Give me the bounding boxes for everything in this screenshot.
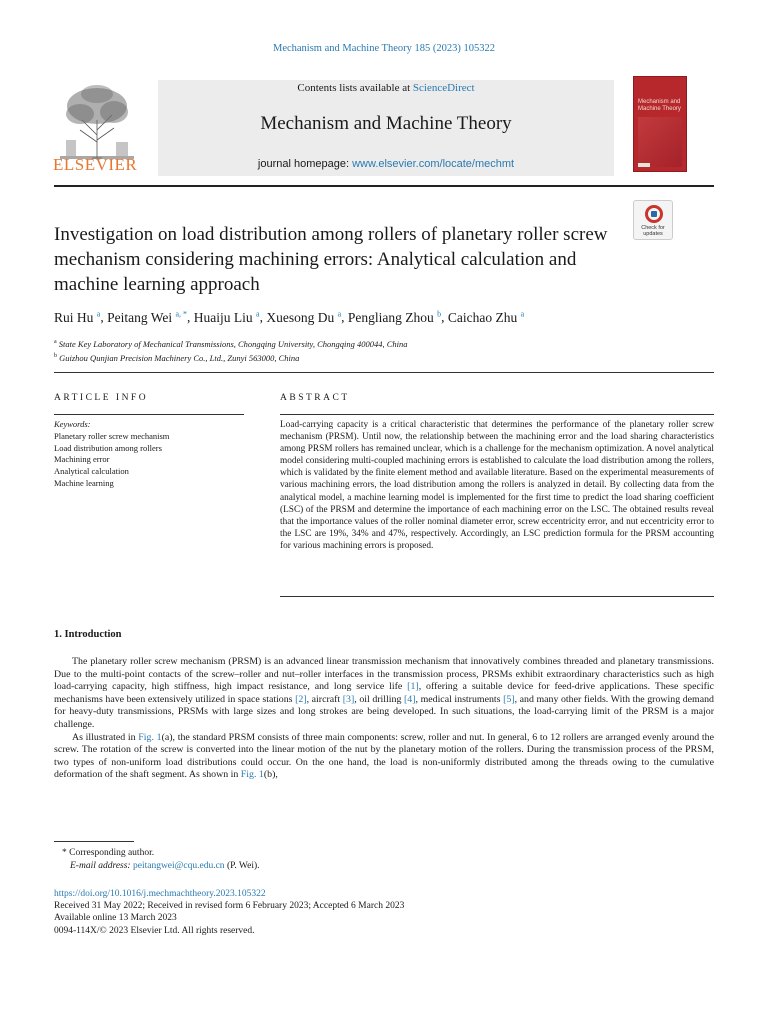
header-divider <box>54 185 714 187</box>
abstract-text: Load-carrying capacity is a critical characteristic that determines the performance of the planetary roller screw mechanism (PRSM). Until now, the relationship between the machining error and the load sharing characteristics among PRSM rollers has remained unclear, which is a challenge for the mechanism optimization. A novel analytical model considering multi-coupled machining errors is established to calculate the load distribution among the rollers, which is validated by the finite element method and available literature. Based on the experimental measurements of various machining errors, the load distribution among the rollers is analyzed in detail. By collecting data from the analytical model, a machine learning model is implemented for the first time to predict the load sharing coefficient (LSC) of the PRSM and determine the importance of each machining error on the LSC. The obtained results reveal that the importance values of the roller nominal diameter error, screw eccentricity error, and nut eccentricity error to the LSC are 19%, 34% and 47%, respectively. Accordingly, an LSC prediction formula for the PRSM accounting for various machining errors is proposed. <box>280 420 714 551</box>
article-info-divider <box>54 414 244 415</box>
author-list: Rui Hu $^a$, Peitang Wei $^{a, *}$, Huaiju Liu $^a$, Xuesong Du $^a$, Pengliang Zhou $^b$, Caichao Zhu $^a$ <box>54 309 525 325</box>
email-note: E-mail address: peitangwei@cqu.edu.cn (P. Wei). <box>70 860 260 871</box>
contents-line: Contents lists available at ScienceDirect <box>297 82 475 94</box>
author[interactable]: Rui Hu $^a$ <box>54 309 101 325</box>
affiliations <box>54 336 408 364</box>
doi-link[interactable]: https://doi.org/10.1016/j.mechmachtheory.2023.105322 <box>54 889 266 899</box>
journal-title: Mechanism and Machine Theory <box>260 113 512 134</box>
figure-link[interactable]: Fig. 1 <box>138 731 162 743</box>
received-dates: Received 31 May 2022; Received in revised form 6 February 2023; Accepted 6 March 2023 <box>54 901 405 912</box>
journal-homepage: journal homepage: www.elsevier.com/locate/mechmt <box>257 158 515 170</box>
paragraph: As illustrated in Fig. 1(a), the standard PRSM consists of three main components: screw, roller and nut. In general, 6 to 12 rollers are arranged evenly around the screw. The rotation of the screw is converted into the linear motion of the nut by the planetary motion of the rollers. During the transmission process of the PRSM, two types of non-uniform load distributions could occur. On the one hand, the load is non-uniformly distributed among the threads owing to the cumulative deformation of the shaft segment. As shown in Fig. 1(b), <box>54 731 714 781</box>
corresponding-author-note: * Corresponding author. <box>62 848 155 858</box>
available-online: Available online 13 March 2023 <box>54 913 177 924</box>
email-link[interactable]: peitangwei@cqu.edu.cn <box>132 860 225 871</box>
affiliation: $^a$ State Key Laboratory of Mechanical Transmissions, Chongqing University, Chongqing 400044, China <box>54 338 408 349</box>
keywords-block <box>54 419 169 490</box>
bookmark-icon <box>645 205 663 223</box>
cover-title: Mechanism and Machine Theory <box>638 99 681 112</box>
keywords-label: Keywords: <box>54 419 91 429</box>
abstract-divider <box>280 414 714 415</box>
footnote-divider <box>54 841 134 842</box>
abstract-heading: ABSTRACT <box>280 393 350 403</box>
citation-link[interactable]: [3] <box>342 693 355 705</box>
cover-logo <box>638 163 650 167</box>
author[interactable]: Peitang Wei $^{a, *}$ <box>107 309 188 325</box>
figure-link[interactable]: Fig. 1 <box>240 769 264 781</box>
introduction-body <box>54 656 714 782</box>
paragraph: The planetary roller screw mechanism (PRSM) is an advanced linear transmission mechanism that innovatively combines threaded and planetary transmissions. Due to the multi-point contacts of the screw–roller and nut–roller interfaces in the transmission process, PRSMs exhibit extraordinary characteristics such as high load-carrying capacity, high stiffness, high impact resistance, and long service life [1], offering a suitable device for feed-drive applications. These specific mechanisms have been extensively utilized in space stations [2], aircraft [3], oil drilling [4], medical instruments [5], and many other fields. With the growing demand for heavy-duty transmissions, PRSMs with large sizes and long strokes are being developed. In such situations, the load-carrying limit of the PRSM is a major challenge. <box>54 656 714 730</box>
cover-graphic <box>638 117 682 167</box>
keyword: Machining error <box>54 454 110 465</box>
check-updates-label: Check for updates <box>641 225 665 237</box>
author[interactable]: Xuesong Du $^a$ <box>266 309 342 325</box>
keyword: Machine learning <box>54 477 114 488</box>
copyright: 0094-114X/© 2023 Elsevier Ltd. All rights reserved. <box>54 925 255 936</box>
author[interactable]: Pengliang Zhou $^b$ <box>347 309 442 325</box>
journal-banner <box>158 80 614 176</box>
citation-link[interactable]: [1] <box>407 681 419 693</box>
citation-link[interactable]: [5] <box>503 693 515 705</box>
section-divider <box>54 372 714 373</box>
article-info-heading: ARTICLE INFO <box>54 393 149 403</box>
section-heading-introduction: 1. Introduction <box>54 629 122 640</box>
elsevier-wordmark[interactable]: ELSEVIER <box>53 155 138 174</box>
keyword: Analytical calculation <box>54 466 129 477</box>
abstract-end-divider <box>280 596 714 597</box>
citation-link[interactable]: [4] <box>404 693 416 705</box>
article-title: Investigation on load distribution among rollers of planetary roller screw mechanism considering machining errors: Analytical calculation and machine learning approach <box>54 224 608 295</box>
affiliation: $^b$ Guizhou Qunjian Precision Machinery Co., Ltd., Zunyi 563000, China <box>54 352 300 363</box>
publication-info <box>54 888 404 937</box>
journal-reference[interactable]: Mechanism and Machine Theory 185 (2023) 105322 <box>272 43 495 54</box>
author[interactable]: Caichao Zhu $^a$ <box>447 309 525 325</box>
keyword: Planetary roller screw mechanism <box>54 430 170 441</box>
footnotes <box>62 847 260 872</box>
citation-link[interactable]: [2] <box>295 693 307 705</box>
check-for-updates-button[interactable] <box>633 200 673 240</box>
author[interactable]: Huaiju Liu $^a$ <box>193 309 260 325</box>
sciencedirect-link[interactable]: ScienceDirect <box>412 82 475 94</box>
homepage-link[interactable]: www.elsevier.com/locate/mechmt <box>352 158 515 170</box>
keyword: Load distribution among rollers <box>54 442 162 453</box>
journal-cover[interactable] <box>633 76 687 172</box>
